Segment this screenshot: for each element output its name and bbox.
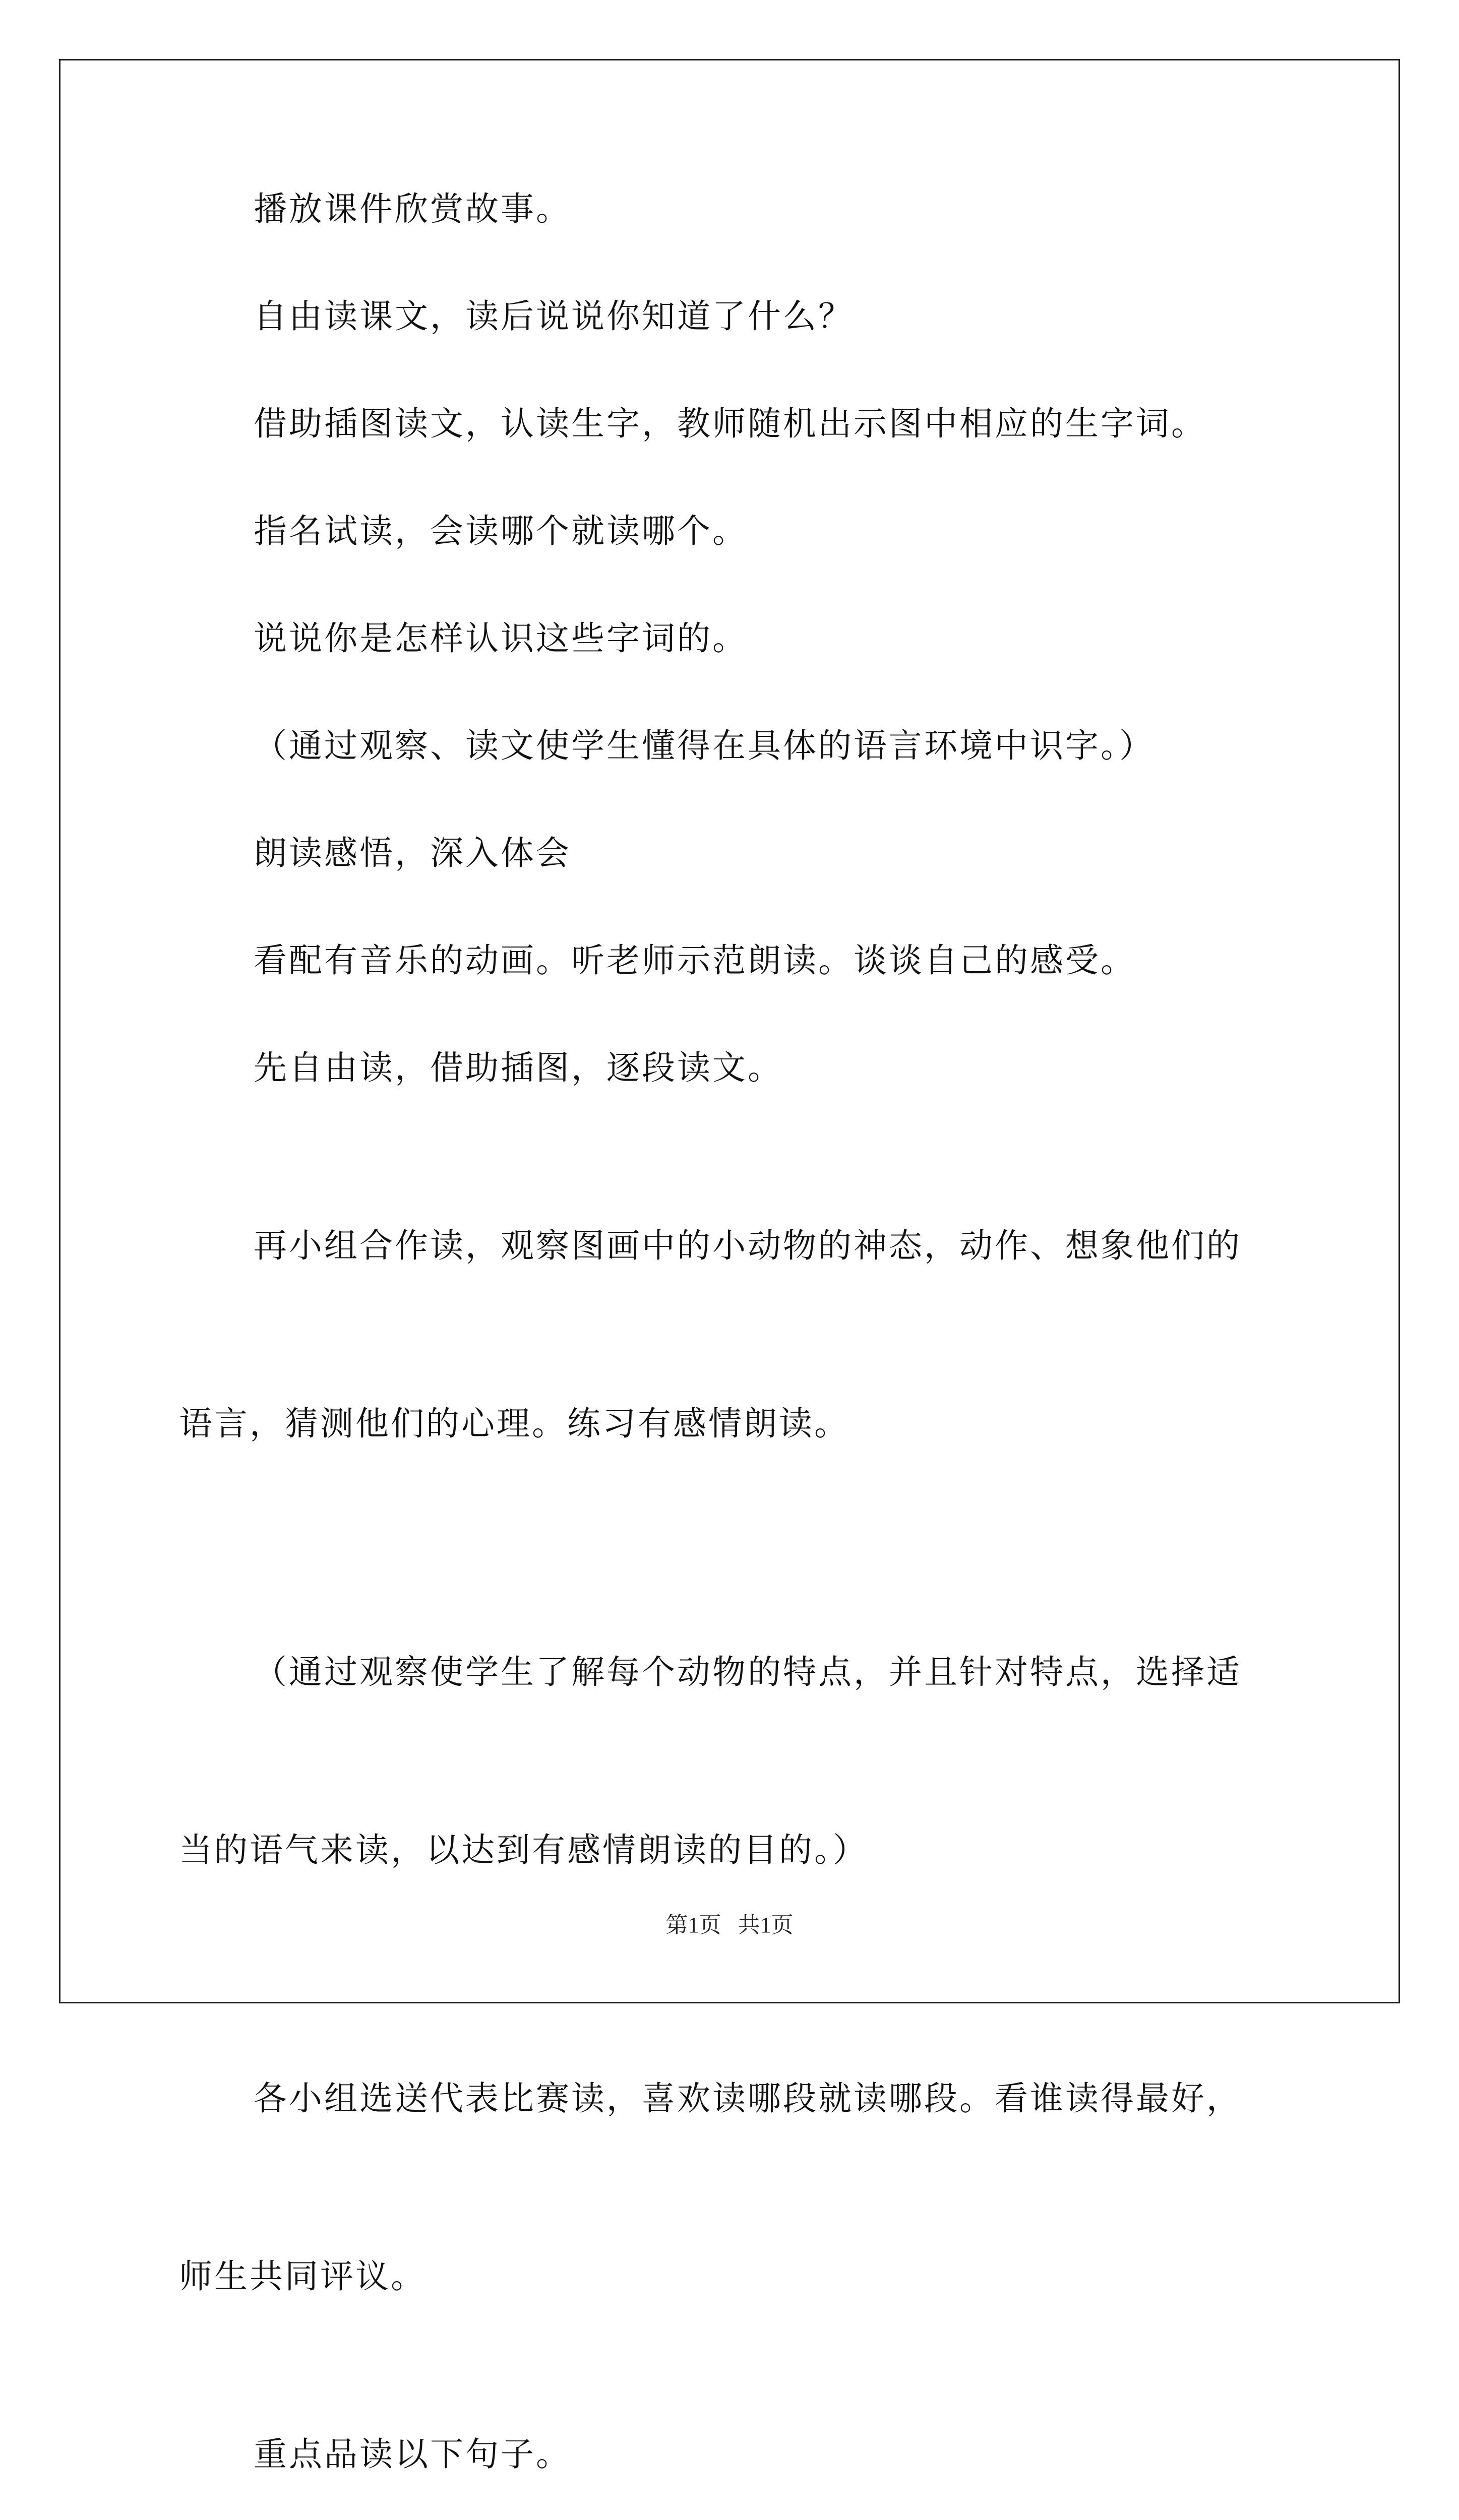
paragraph-line: 说说你是怎样认识这些字词的。 xyxy=(254,619,748,658)
paragraph xyxy=(179,1050,1288,1086)
paragraph-line: 自由读课文，读后说说你知道了什么？ xyxy=(254,297,854,336)
paragraph-line: 播放课件欣赏故事。 xyxy=(254,190,571,228)
paragraph-line: 各小组选送代表比赛读，喜欢读哪段就读哪段。看谁读得最好， xyxy=(254,2079,1242,2118)
paragraph-line: （通过观察、读文使学生懂得在具体的语言环境中识字。） xyxy=(254,726,1154,765)
paragraph xyxy=(179,514,1288,549)
paragraph-line: 朗读感悟，深入体会 xyxy=(254,834,571,872)
paragraph xyxy=(179,2010,1288,2365)
paragraph-line: 师生共同评议。 xyxy=(179,2257,426,2296)
paragraph-line: 当的语气来读，以达到有感情朗读的目的。） xyxy=(179,1831,868,1869)
paragraph xyxy=(179,192,1288,227)
paragraph xyxy=(179,299,1288,334)
paragraph-line: 语言，猜测他们的心理。练习有感情朗读。 xyxy=(179,1404,849,1443)
paragraph-line: 再小组合作读，观察图画中的小动物的神态，动作、想象他们的 xyxy=(254,1226,1242,1265)
paragraph xyxy=(179,406,1288,442)
paragraph xyxy=(179,943,1288,978)
paragraph xyxy=(179,2437,1288,2472)
paragraph xyxy=(179,836,1288,871)
paragraph-line: 重点品读以下句子。 xyxy=(254,2435,571,2474)
paragraph-line: 借助插图读文，认读生字，教师随机出示图中相应的生字词。 xyxy=(254,404,1206,443)
paragraph-line: 先自由读，借助插图，逐段读文。 xyxy=(254,1048,783,1087)
paragraph-line: 指名试读，会读哪个就读哪个。 xyxy=(254,512,748,550)
paragraph xyxy=(179,1158,1288,1512)
paragraph xyxy=(179,728,1288,764)
document-body xyxy=(179,192,1288,2520)
paragraph-line: 看配有音乐的动画。听老师示范朗读。谈谈自己的感受。 xyxy=(254,941,1136,980)
paragraph xyxy=(179,621,1288,656)
paragraph-line: （通过观察使学生了解每个动物的特点，并且针对特点，选择适 xyxy=(254,1653,1242,1691)
page-number-footer: 第1页 共1页 xyxy=(665,1913,794,1937)
paragraph xyxy=(179,1584,1288,1938)
